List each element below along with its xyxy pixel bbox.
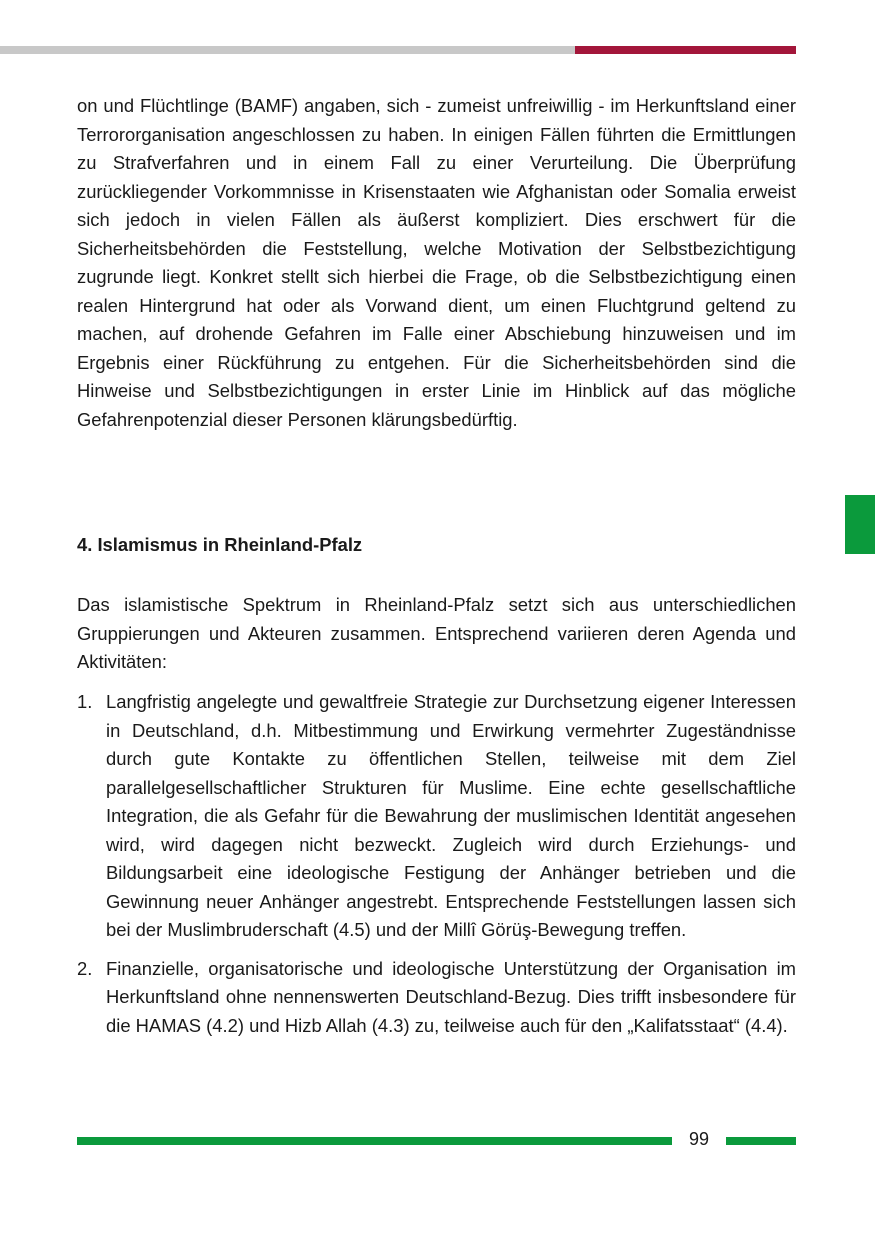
section-intro [77, 591, 796, 677]
list-item [77, 688, 796, 945]
chapter-tab-marker [845, 495, 875, 554]
header-grey-rule [0, 46, 575, 54]
list-item-text: Finanzielle, organisatorische und ideologische Unterstützung der Organisation im Herkunftsland ohne nennenswerten Deutschland-Bezug. Dies trifft insbesondere für die HAMAS (4.2) und Hizb Allah (4.3) zu, teilweise auch für den „Kalifatsstaat“ (4.4). [106, 957, 796, 1036]
section-heading: 4. Islamismus in Rheinland-Pfalz [77, 534, 363, 555]
list-item-text: Langfristig angelegte und gewaltfreie Strategie zur Durchsetzung eigener Interessen in Deutschland, d.h. Mitbestimmung und Erwirkung vermehrter Zugeständnisse durch gute Kontakte zu öffentlichen Stellen, teilweise mit dem Ziel parallelgesellschaftlicher Strukturen für Muslime. Eine echte gesellschaftliche Integration, die als Gefahr für die Bewahrung der muslimischen Identität angesehen wird, wird dagegen nicht bezweckt. Zugleich wird durch Erziehungs- und Bildungsarbeit eine ideologische Festigung der Anhänger betrieben und die Gewinnung neuer Anhänger angestrebt. Entsprechende Feststellungen lassen sich bei der Muslimbruderschaft (4.5) und der Millî Görüş-Bewegung treffen. [106, 691, 796, 940]
numbered-list [77, 688, 796, 1040]
intro-paragraph: Das islamistische Spektrum in Rheinland-Pfalz setzt sich aus unterschiedlichen Gruppierungen und Akteuren zusammen. Entsprechend variieren deren Agenda und Aktivitäten: [77, 594, 796, 672]
list-item-number: 1. [77, 691, 93, 712]
body-paragraph: on und Flüchtlinge (BAMF) angaben, sich - zumeist unfreiwillig - im Herkunftsland einer Terrororganisation angeschlossen zu haben. In einigen Fällen führten die Ermittlungen zu Strafverfahren und in einem Fall zu einer Verurteilung. Die Überprüfung zurückliegender Vorkommnisse in Krisenstaaten wie Afghanistan oder Somalia erweist sich jedoch in vielen Fällen als äußerst kompliziert. Dies erschwert für die Sicherheitsbehörden die Feststellung, welche Motivation der Selbstbezichtigung zugrunde liegt. Konkret stellt sich hierbei die Frage, ob die Selbstbezichtigung einen realen Hintergrund hat oder als Vorwand dient, um einen Fluchtgrund geltend zu machen, auf drohende Gefahren im Falle einer Abschiebung hinzuweisen und im Ergebnis einer Rückführung zu entgehen. Für die Sicherheitsbehörden sind die Hinweise und Selbstbezichtigungen in erster Linie im Hinblick auf das mögliche Gefahrenpotenzial dieser Personen klärungsbedürftig. [77, 95, 796, 430]
footer-green-rule-left [77, 1137, 672, 1145]
list-item [77, 955, 796, 1041]
footer-green-rule-right [726, 1137, 796, 1145]
page-number: 99 [688, 1129, 710, 1149]
list-item-number: 2. [77, 957, 93, 979]
header-red-rule [575, 46, 796, 54]
page-body [77, 92, 796, 434]
